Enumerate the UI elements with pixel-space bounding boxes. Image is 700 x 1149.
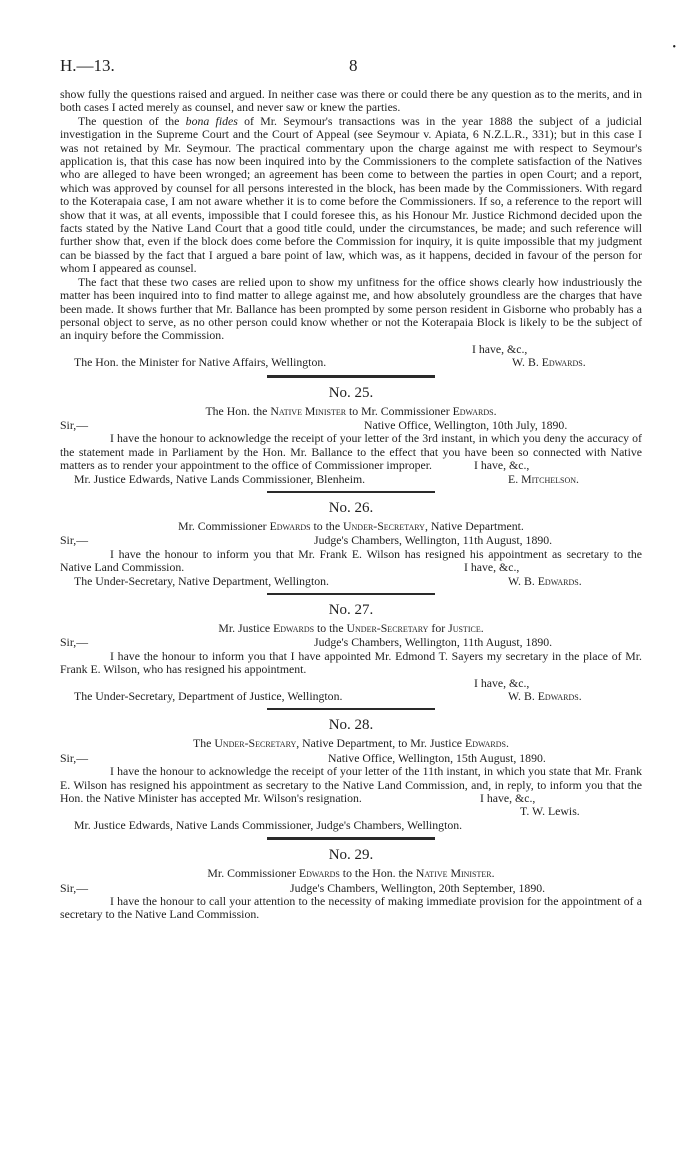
letter-number: No. 25. — [328, 384, 374, 401]
letter-28 — [60, 716, 642, 832]
title-text: . — [480, 620, 484, 635]
title-small-caps: Under-Secretary — [343, 518, 425, 533]
section-divider — [267, 491, 435, 493]
title-text: , Native Department, to Mr. Justice — [296, 736, 465, 751]
intro-signature: W. B. Edwards. — [512, 355, 586, 370]
addressee-line — [60, 473, 642, 486]
corner-mark: • — [672, 42, 676, 53]
letter-number: No. 27. — [328, 601, 374, 618]
title-text: The — [193, 736, 215, 751]
salutation-line — [60, 534, 642, 547]
title-text: . — [506, 736, 509, 751]
section-divider — [267, 837, 435, 840]
salutation-line — [60, 882, 642, 895]
complimentary-close: I have, &c., — [474, 458, 530, 473]
letter-title — [60, 622, 642, 635]
page-header — [60, 42, 676, 78]
addressee: Mr. Justice Edwards, Native Lands Commissioner, Judge's Chambers, Wellington. — [74, 817, 463, 832]
letter-27 — [60, 601, 642, 703]
letter-body: I have the honour to inform you that I have appointed Mr. Edmond T. Sayers my secretary in the place of Mr. Frank E. Wilson, who has resigned his appointment. — [60, 648, 642, 677]
title-small-caps: Under-Secretary — [214, 736, 297, 751]
place-date: Native Office, Wellington, 10th July, 1890. — [364, 417, 568, 432]
signature: W. B. Edwards. — [508, 573, 582, 588]
signature: T. W. Lewis. — [520, 804, 580, 819]
title-small-caps: Under-Secretary — [346, 620, 429, 635]
letter-body: I have the honour to acknowledge the receipt of your letter of the 11th instant, in which you state that Mr. Frank E. Wilson has resigned his appointment as secretary to the Native Land Commission, and, in reply, to inform you that the Hon. the Native Minister has accepted Mr. Wilson's resignation. — [60, 764, 642, 805]
intro-addressee-line — [60, 356, 642, 369]
salutation: Sir,— — [60, 533, 89, 548]
complimentary-close: I have, &c., — [480, 790, 536, 805]
intro-p2-text-a: The question of the — [78, 113, 186, 128]
intro-closing-line — [60, 343, 642, 356]
letter-body: I have the honour to acknowledge the receipt of your letter of the 3rd instant, in which you deny the accuracy of the statement made in Parliament by the Hon. Mr. Ballance to the effect that you have been so connected with Native matters as to render your appointment to the office of Commissioner improper. — [60, 431, 642, 473]
addressee-line — [60, 819, 642, 832]
title-small-caps: Edwards — [269, 518, 311, 533]
title-text: . — [491, 866, 495, 881]
letter-body: I have the honour to inform you that Mr. Frank E. Wilson has resigned his appointment as secretary to the Native Land Commission. — [60, 546, 642, 575]
salutation: Sir,— — [60, 880, 89, 895]
title-small-caps: Edwards — [452, 403, 494, 418]
page-number: 8 — [349, 56, 358, 75]
closing-line — [60, 792, 642, 805]
intro-p2-emphasis: bona fides — [185, 113, 238, 128]
title-small-caps: Native Minister — [270, 403, 347, 418]
signature: W. B. Edwards. — [508, 688, 582, 703]
title-text: Mr. Commissioner — [178, 518, 270, 533]
intro-paragraph-2 — [60, 115, 642, 276]
title-small-caps: Edwards — [298, 866, 340, 881]
letter-29 — [60, 846, 642, 922]
title-text: Mr. Justice — [218, 620, 274, 635]
letter-26 — [60, 499, 642, 588]
closing-line — [60, 459, 642, 472]
place-date: Judge's Chambers, Wellington, 11th August, 1890. — [314, 635, 553, 650]
salutation-line — [60, 419, 642, 432]
title-small-caps: Edwards — [273, 620, 315, 635]
closing-line — [60, 561, 642, 574]
title-text: to the — [314, 620, 347, 635]
title-text: for — [428, 620, 449, 635]
closing-line — [60, 677, 642, 690]
place-date: Native Office, Wellington, 15th August, 1890. — [328, 750, 546, 765]
page-content — [60, 88, 642, 922]
intro-addressee: The Hon. the Minister for Native Affairs, Wellington. — [74, 355, 327, 370]
letter-title — [60, 520, 642, 533]
letter-title — [60, 867, 642, 880]
title-text: The Hon. the — [205, 403, 271, 418]
title-text: Mr. Commissioner — [207, 866, 299, 881]
addressee-line — [60, 690, 642, 703]
section-divider — [267, 708, 435, 710]
letter-title — [60, 405, 642, 418]
addressee-line — [60, 575, 642, 588]
letter-25 — [60, 384, 642, 486]
title-text: to Mr. Commissioner — [346, 403, 453, 418]
title-small-caps: Native Minister — [415, 866, 492, 881]
intro-paragraph-1: show fully the questions raised and argued. In neither case was there or could there be any question as to the merits, and in both cases I acted merely as counsel, and never saw or knew the parties. — [60, 87, 642, 115]
salutation: Sir,— — [60, 635, 89, 650]
intro-p3-text: The fact that these two cases are relied upon to show my unfitness for the office shows clearly how industriously the matter has been inquired into to find matter to allege against me, and how absolutely groundless are the charges that have been made. It shows further that Mr. Ballance has been prompted by some person resident in Gisborne who probably has a personal object to serve, as no other person could know whether or not the Koterapaia Block is likely to be the subject of an inquiry before the Commission. — [60, 274, 642, 343]
title-small-caps: Justice — [448, 620, 481, 635]
intro-p2-text-b: of Mr. Seymour's transactions was in the year 1888 the subject of a judicial investigation in the Supreme Court and the Court of Appeal (see Seymour v. Apiata, 6 N.Z.L.R., 331); but in this case I was not retained by Mr. Seymour. The practical commentary upon the charge against me with respect to Seymour's application is, that this case has now been inquired into by the Commissioners to the complete satisfaction of the Natives who are alleged to have been wronged; an agreement has been come to between the parties in open Court; and a report, which was approved by counsel for all persons interested in the block, has been made by the Commissioners. With regard to the Koterapaia case, I am not aware whether it is to come before the Commissioners. If so, a reference to the report will show that it was, at all events, impossible that I could foresee this, as his Honour Mr. Justice Richmond decided upon the facts stated by the Native Land Court that a good title could, under the circumstances, be made; and such reference will further show that, even if the block does come before the Commission for inquiry, it is quite impossible that my judgment can be biassed by the fact that I argued a bare point of law, which was, as it happens, decided in favour of the person for whom I appeared as counsel. — [60, 113, 642, 276]
signature-line — [60, 805, 642, 818]
place-date: Judge's Chambers, Wellington, 20th September, 1890. — [290, 880, 546, 895]
letter-number: No. 26. — [328, 499, 374, 516]
complimentary-close: I have, &c., — [464, 560, 520, 575]
intro-paragraph-3 — [60, 276, 642, 343]
intro-complimentary-close: I have, &c., — [472, 341, 528, 356]
salutation-line — [60, 636, 642, 649]
section-divider — [267, 375, 435, 378]
document-reference: H.—13. — [60, 56, 115, 75]
title-small-caps: Edwards — [465, 736, 506, 751]
title-text: to the Hon. the — [339, 866, 416, 881]
salutation: Sir,— — [60, 750, 89, 765]
title-text: . — [493, 403, 497, 418]
salutation: Sir,— — [60, 417, 89, 432]
complimentary-close: I have, &c., — [474, 675, 530, 690]
letter-title — [60, 737, 642, 750]
letter-number: No. 28. — [328, 717, 374, 734]
letter-body: I have the honour to call your attention to the necessity of making immediate provision for the appointment of a secretary to the Native Land Commission. — [60, 893, 642, 922]
letter-number: No. 29. — [328, 847, 374, 864]
addressee: The Under-Secretary, Native Department, Wellington. — [74, 573, 329, 588]
place-date: Judge's Chambers, Wellington, 11th August, 1890. — [314, 533, 553, 548]
salutation-line — [60, 752, 642, 765]
addressee: Mr. Justice Edwards, Native Lands Commissioner, Blenheim. — [74, 471, 366, 486]
title-text: to the — [310, 518, 343, 533]
signature: E. Mitchelson. — [508, 471, 579, 486]
addressee: The Under-Secretary, Department of Justice, Wellington. — [74, 688, 343, 703]
section-divider — [267, 593, 435, 595]
title-text: , Native Department. — [424, 518, 524, 533]
